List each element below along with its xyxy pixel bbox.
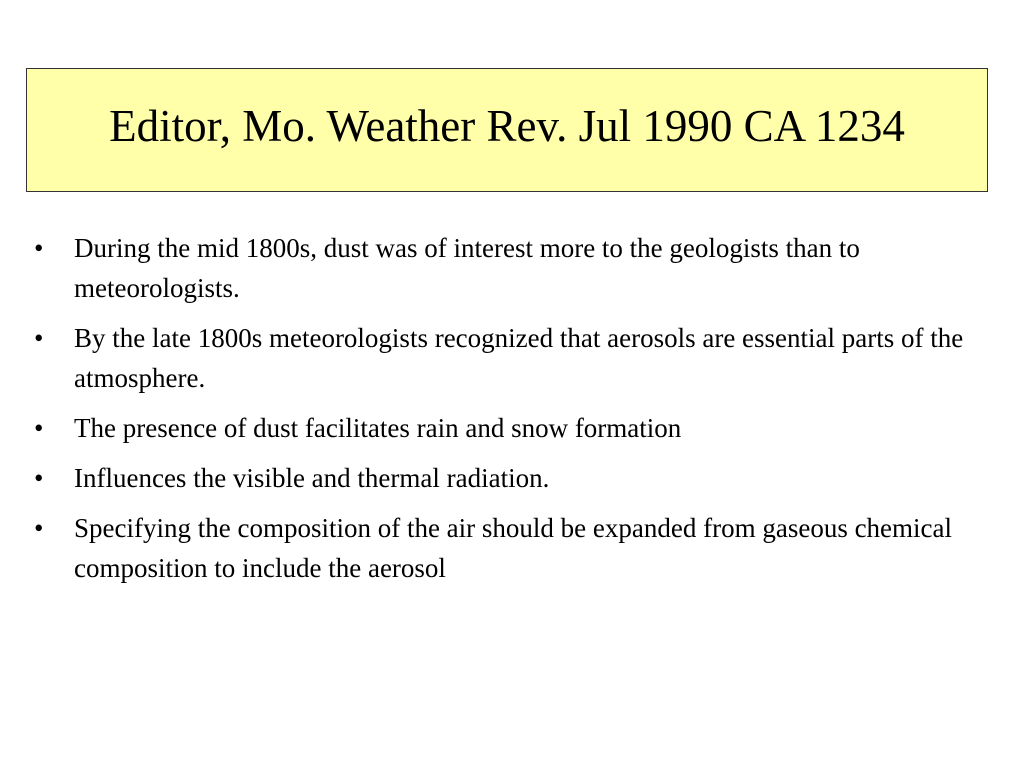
slide-title: Editor, Mo. Weather Rev. Jul 1990 CA 1234	[109, 100, 905, 151]
bullet-icon: •	[34, 513, 44, 543]
bullet-text: By the late 1800s meteorologists recognized that aerosols are essential parts of the atmosphere.	[74, 323, 964, 393]
bullet-item	[34, 318, 984, 398]
bullet-item	[34, 458, 984, 498]
bullet-text: Influences the visible and thermal radiation.	[74, 463, 550, 493]
bullet-text: The presence of dust facilitates rain and snow formation	[74, 413, 682, 443]
bullet-icon: •	[34, 413, 44, 443]
bullet-icon: •	[34, 323, 44, 353]
bullet-text: During the mid 1800s, dust was of interest more to the geologists than to meteorologists.	[74, 233, 860, 303]
bullet-item	[34, 508, 984, 588]
bullet-item	[34, 228, 984, 308]
title-box	[26, 68, 988, 192]
bullet-text: Specifying the composition of the air should be expanded from gaseous chemical composition to include the aerosol	[74, 513, 953, 583]
bullet-icon: •	[34, 463, 44, 493]
bullet-item	[34, 408, 984, 448]
bullet-list	[34, 228, 984, 598]
bullet-icon: •	[34, 233, 44, 263]
